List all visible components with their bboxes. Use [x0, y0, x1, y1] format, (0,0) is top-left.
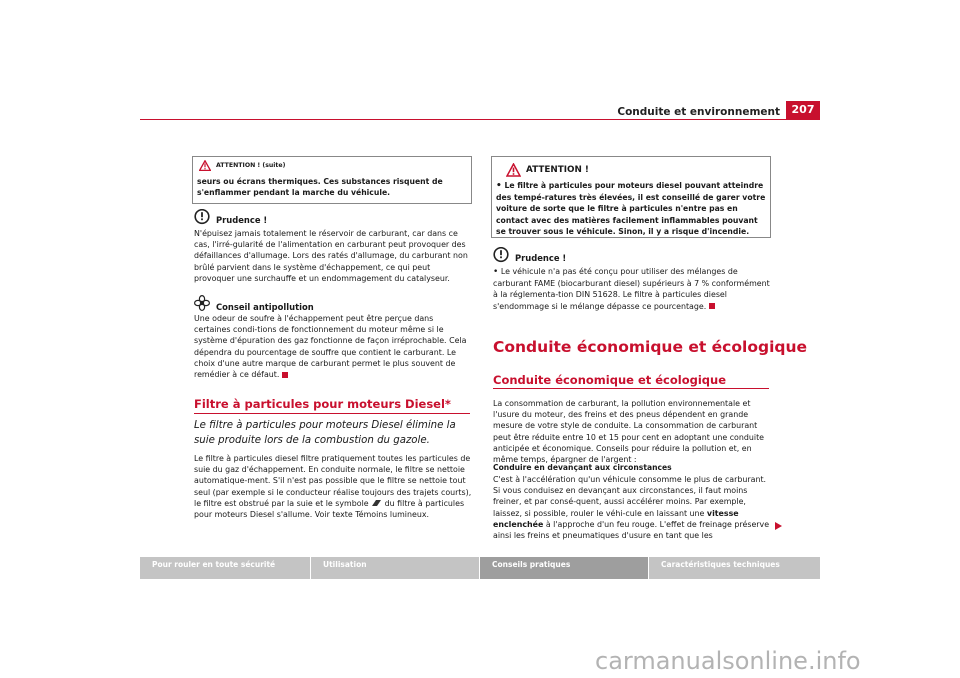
page-header-title: Conduite et environnement [617, 106, 780, 118]
footer-tab-usage-label: Utilisation [323, 560, 367, 569]
anticipation-body [493, 474, 771, 541]
caution-1-title: Prudence ! [216, 215, 268, 225]
filter-text-b: du filtre à particules pour moteurs Diesel s'allume. Voir texte Témoins lumineux. [194, 498, 465, 520]
intro-text: La consommation de carburant, la pollution environnementale et l'usure du moteur, des freins et des pneus dépendent en grande mesure de votre style de conduite. La consommation de carburant peut être réduite entre 10 et 15 pour cent en adoptant une conduite anticipée et économique. Conseils pour réduire la pollution et, en même temps, épargner de l'argent : [493, 399, 765, 465]
caution-icon [493, 247, 511, 263]
warning-triangle-icon [199, 160, 211, 171]
particle-filter-symbol-icon [371, 499, 382, 507]
eco-tip-body [194, 313, 472, 380]
warning-triangle-icon [506, 163, 521, 177]
filter-section-subtitle: Le filtre à particules pour moteurs Diesel élimine la suie produite lors de la combustion du gazole. [194, 420, 456, 446]
section-end-marker [709, 303, 715, 309]
bullet-icon: • [493, 267, 499, 277]
footer-tab-practical-tips[interactable] [480, 557, 648, 579]
eco-flower-icon [194, 295, 212, 312]
warning-title: ATTENTION ! [526, 165, 589, 175]
anticipation-bold-phrase: vitesse enclenchée [493, 508, 739, 529]
header-rule [140, 119, 820, 120]
warning-continued-title: ATTENTION ! (suite) [216, 162, 286, 169]
eco-tip-title: Conseil antipollution [216, 302, 314, 312]
footer-tab-usage[interactable] [311, 557, 479, 579]
warning-header [506, 163, 589, 177]
section-title: Conduite économique et écologique [493, 373, 726, 387]
chapter-title: Conduite économique et écologique [493, 338, 808, 356]
section-title-rule [493, 388, 769, 389]
anticipation-text-b: à l'approche d'un feu rouge. L'effet de freinage préserve ainsi les freins et pneumatiques d'usure en tant que les [493, 519, 770, 541]
anticipation-text-a: C'est à l'accélération qu'un véhicule consomme le plus de carburant. Si vous conduisez en devançant aux circonstances, il faut moins freiner, et par consé-quent, aussi accélérer moins. Par exemple, laissez, si possible, rouler le véhi-cule en laissant une [493, 475, 767, 518]
caution-1-header [194, 209, 267, 225]
filter-text-a: Le filtre à particules diesel filtre pratiquement toutes les particules de suie du gaz d'échappement. En conduite normale, le filtre se nettoie automatique-ment. S'il n'est pas possible que le filtre se nettoie tout seul (par exemple si le conducteur réalise toujours des trajets courts), le filtre est obstrué par la suie et le symbole [194, 454, 472, 508]
warning-text: Le filtre à particules pour moteurs diesel pouvant atteindre des tempé-ratures très élevées, il est conseillé de garer votre voiture de sorte que le filtre à particules n'entre pas en contact avec des matières facilement inflammables pouvant se trouver sous le véhicule. Sinon, il y a risque d'incendie. [496, 181, 766, 236]
warning-continued-text: seurs ou écrans thermiques. Ces substances risquent de s'enflammer pendant la marche du véhicule. [197, 177, 443, 197]
page-number: 207 [786, 101, 820, 119]
anticipation-heading: Conduire en devançant aux circonstances [493, 463, 672, 472]
caution-1-text: N'épuisez jamais totalement le réservoir de carburant, car dans ce cas, l'irré-gularité de l'alimentation en carburant peut provoquer des défaillances d'allumage. Lors des ratés d'allumage, du carburant non brûlé parvient dans le système d'échappement, ce qui peut provoquer une surchauffe et un endommagement du catalyseur. [194, 229, 468, 283]
caution-2-text: Le véhicule n'a pas été conçu pour utiliser des mélanges de carburant FAME (biocarburant diesel) supérieurs à 7 % conformément à la réglementa-tion DIN 51628. Le filtre à particules diesel s'endommage si le mélange dépasse ce pourcentage. [493, 267, 770, 311]
continue-arrow-icon [774, 521, 783, 531]
footer-tab-technical[interactable] [649, 557, 820, 579]
eco-tip-text: Une odeur de soufre à l'échappement peut être perçue dans certaines condi-tions de fonctionnement du moteur même si le système d'épuration des gaz fonctionne de façon irréprochable. Cela dépendra du pourcentage de souffre que contient le carburant. Le choix d'une autre marque de carburant permet le plus souvent de remédier à ce défaut. [194, 314, 467, 380]
warning-box [491, 156, 771, 238]
warning-continued-header [199, 160, 285, 171]
caution-icon [194, 209, 212, 225]
warning-continued-box [192, 156, 472, 204]
footer-tab-practical-tips-label: Conseils pratiques [492, 560, 571, 569]
caution-2-title: Prudence ! [515, 253, 567, 263]
eco-tip-header [194, 295, 314, 312]
filter-section-body [194, 453, 472, 520]
warning-body [496, 180, 766, 237]
caution-2-body [493, 266, 771, 312]
section-end-marker [282, 372, 288, 378]
bullet-icon: • [496, 181, 502, 191]
watermark: carmanualsonline.info [595, 647, 861, 675]
footer-tab-technical-label: Caractéristiques techniques [661, 560, 780, 569]
footer-tab-safety-label: Pour rouler en toute sécurité [152, 560, 276, 569]
footer-tab-safety[interactable] [140, 557, 310, 579]
filter-section-title: Filtre à particules pour moteurs Diesel* [194, 397, 451, 411]
filter-section-rule [194, 413, 470, 414]
caution-2-header [493, 247, 566, 263]
